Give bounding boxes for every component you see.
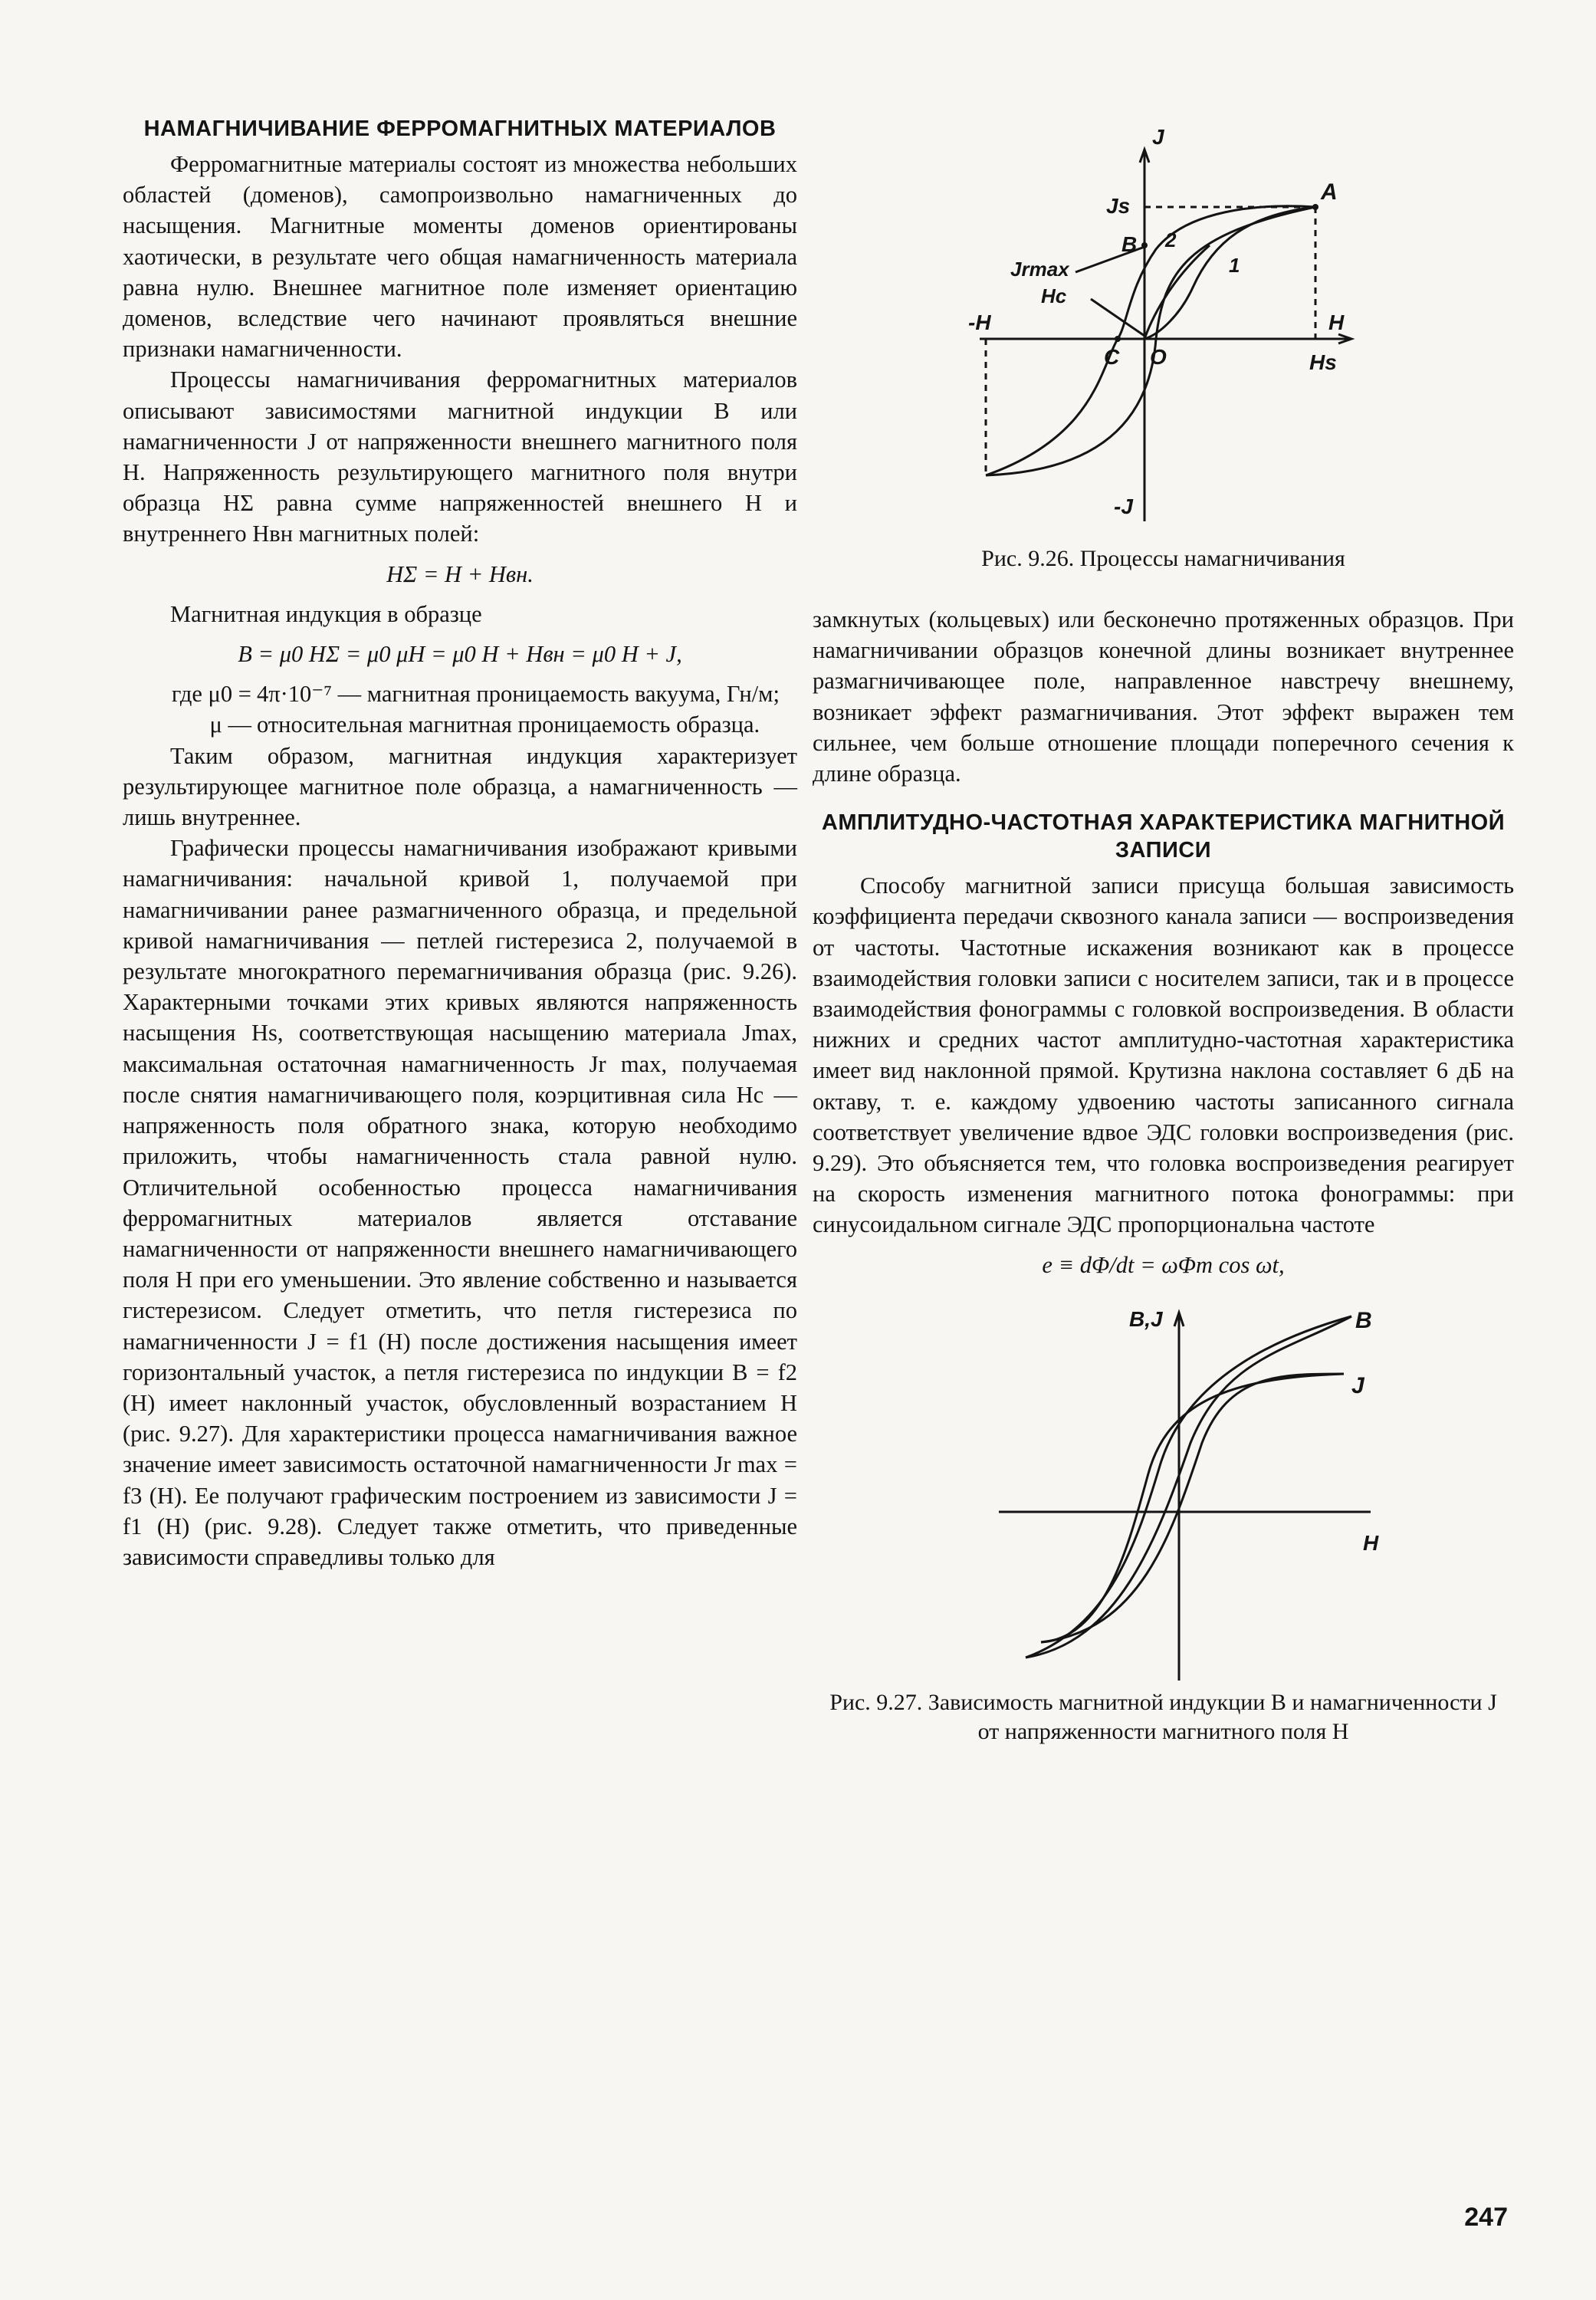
section-heading-frequency-response: АМПЛИТУДНО-ЧАСТОТНАЯ ХАРАКТЕРИСТИКА МАГНИТНОЙ ЗАПИСИ — [821, 810, 1506, 863]
paragraph: Способу магнитной записи присуща большая зависимость коэффициента передачи сквозного канала записи — воспроизведения от частоты. Частотные искажения возникают как в процессе взаимодействия головки записи с носителем записи, так и в процессе взаимодействия фонограммы с головкой воспроизведения. В области нижних и средних частот амплитудно-частотная характеристика имеет вид наклонной прямой. Крутизна наклона составляет 6 дБ на октаву, т. е. каждому удвоению частоты записанного сигнала соответствует увеличение вдвое ЭДС головки воспроизведения (рис. 9.29). Это объясняется тем, что головка воспроизведения реагирует на скорость изменения магнитного потока фонограммы: при синусоидальном сигнале ЭДС пропорциональна частоте — [813, 872, 1514, 1238]
label-j-axis: J — [1151, 125, 1164, 149]
j-curve-lower — [1041, 1374, 1344, 1642]
definition-mu0 — [123, 678, 797, 709]
paragraph: Таким образом, магнитная индукция характеризует результирующее магнитное поле образца, а намагниченность — лишь внутреннее. — [123, 742, 797, 831]
j-curve-upper — [1041, 1374, 1344, 1642]
paragraph: Ферромагнитные материалы состоят из множества небольших областей (доменов), самопроизвольно намагниченных до насыщения. Магнитные моменты доменов ориентированы хаотически, в результате чего общая намагниченность материала равна нулю. Внешнее магнитное поле изменяет ориентацию доменов, вследствие чего начинают проявляться внешние признаки намагниченности. — [123, 151, 797, 363]
point-a-marker — [1312, 204, 1319, 210]
label-bj-axis: B,J — [1128, 1306, 1163, 1331]
formula-emf: e ≡ dΦ/dt = ωΦm cos ωt, — [1042, 1251, 1285, 1278]
label-js: Js — [1105, 194, 1130, 218]
hysteresis-loop-descending — [986, 206, 1315, 475]
point-c-marker — [1115, 336, 1121, 342]
page-number: 247 — [1464, 2203, 1508, 2232]
label-curve-2: 2 — [1164, 228, 1176, 251]
label-c: C — [1103, 345, 1119, 369]
paragraph: Магнитная индукция в образце — [170, 600, 482, 627]
definition-label: μ — — [209, 711, 251, 738]
label-o: O — [1149, 345, 1167, 369]
left-column — [123, 115, 797, 1572]
b-curve-upper — [1026, 1316, 1351, 1658]
figure-caption-9-26: Рис. 9.26. Процессы намагничивания — [981, 546, 1345, 571]
label-neg-j: -J — [1113, 495, 1133, 518]
figure-induction-magnetization — [926, 1290, 1401, 1688]
label-hc: Hc — [1040, 284, 1066, 307]
inner-loop — [1144, 245, 1210, 339]
paragraph: замкнутых (кольцевых) или бесконечно протяженных образцов. При намагничивании образцов конечной длины возникает внутреннее размагничивающее поле, направленное навстречу внешнему, возникает эффект размагничивания. Этот эффект выражен тем сильнее, чем больше отношение площади поперечного сечения к длине образца. — [813, 606, 1514, 787]
hc-leader — [1091, 299, 1144, 336]
label-b: B — [1121, 232, 1137, 256]
figure-hysteresis-processes — [926, 115, 1401, 544]
hysteresis-loop-ascending — [986, 207, 1315, 475]
point-b-marker — [1141, 242, 1148, 248]
definition-text: относительная магнитная проницаемость образца. — [257, 711, 760, 738]
definition-mu — [123, 709, 797, 740]
section-heading-magnetization: НАМАГНИЧИВАНИЕ ФЕРРОМАГНИТНЫХ МАТЕРИАЛОВ — [143, 117, 777, 141]
formula-h-sum: HΣ = H + Hвн. — [386, 560, 534, 587]
label-jrmax: Jrmax — [1010, 258, 1069, 281]
paragraph: Графически процессы намагничивания изображают кривыми намагничивания: начальной кривой 1, получаемой при намагничивании ранее размагниченного образца, и предельной кривой намагничивания — петлей гистерезиса 2, получаемой в результате многократного перемагничивания образца (рис. 9.26). Характерными точками этих кривых являются напряженность насыщения Hs, соответствующая насыщению материала Jmax, максимальная остаточная намагниченность Jr max, получаемая после снятия намагничивающего поля, коэрцитивная сила Hc — напряженность поля обратного знака, которую необходимо приложить, чтобы намагниченность стала равной нулю. Отличительной особенностью процесса намагничивания ферромагнитных материалов является отставание намагниченности от напряженности внешнего намагничивающего поля H при его уменьшении. Это явление собственно и называется гистерезисом. Следует отметить, что петля гистерезиса по намагниченности J = f1 (H) после достижения насыщения имеет горизонтальный участок, а петля гистерезиса по индукции B = f2 (H) имеет наклонный участок, обусловленный возрастанием H (рис. 9.27). Для характеристики процесса намагничивания важное значение имеет зависимость остаточной намагниченности Jr max = f3 (H). Ее получают графическим построением из зависимости J = f1 (H) (рис. 9.28). Следует также отметить, что приведенные зависимости справедливы только для — [123, 835, 797, 1570]
figure-caption-9-27: Рис. 9.27. Зависимость магнитной индукции B и намагниченности J от напряженности магнитного поля H — [829, 1689, 1497, 1744]
label-j-curve: J — [1351, 1372, 1364, 1398]
label-neg-h: -H — [967, 310, 991, 334]
right-column — [813, 115, 1514, 1746]
definition-text: 4π·10⁻⁷ — магнитная проницаемость вакуума, Гн/м; — [257, 681, 780, 708]
label-h: H — [1328, 310, 1344, 334]
label-hs: Hs — [1309, 350, 1337, 374]
label-a: A — [1320, 179, 1338, 205]
definitions — [123, 678, 797, 740]
label-b-curve: B — [1355, 1307, 1372, 1333]
label-h-axis: H — [1362, 1530, 1378, 1555]
paragraph: Процессы намагничивания ферромагнитных материалов описывают зависимостями магнитной индукции B или намагниченности J от напряженности внешнего магнитного поля H. Напряженность результирующего магнитного поля внутри образца HΣ равна сумме напряженностей внешнего H и внутреннего Hвн магнитных полей: — [123, 366, 797, 547]
label-curve-1: 1 — [1228, 254, 1240, 277]
b-curve-lower — [1026, 1316, 1351, 1658]
definition-label: где μ0 = — [171, 681, 251, 708]
formula-induction: B = μ0 HΣ = μ0 μH = μ0 H + Hвн = μ0 H + J, — [238, 641, 682, 668]
